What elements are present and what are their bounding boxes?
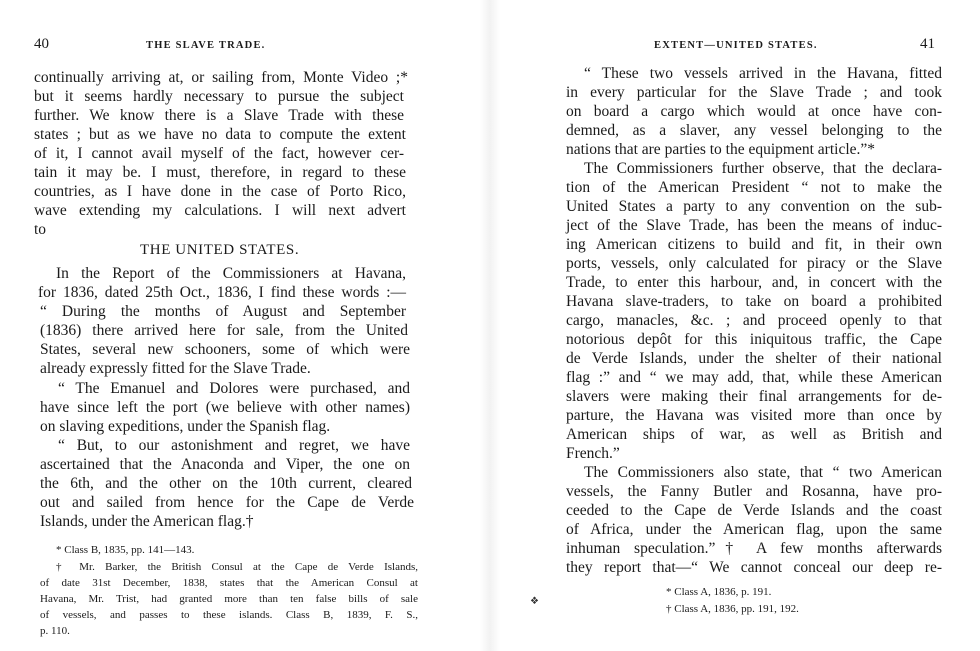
text-line: ing American citizens to build and fit, in their own [566,236,942,253]
footnote-line: † Class A, 1836, pp. 191, 192. [666,603,799,615]
page-number: 40 [34,36,49,52]
ink-speck: ❖ [530,596,539,607]
text-line: “ These two vessels arrived in the Havana, fitted [584,65,942,82]
right-page [490,0,980,651]
text-line: to [34,221,47,238]
text-line: countries, as I have done in the case of Porto Rico, [34,183,406,200]
running-head: EXTENT—UNITED STATES. [654,40,818,51]
text-line: “ But, to our astonishment and regret, we have [58,437,410,454]
text-line: American ships of war, as well as British and [566,426,942,443]
text-line: tion of the American President “ not to make the [566,179,942,196]
text-line: ports, vessels, only calculated for piracy or the Slave [566,255,942,272]
footnote-line: p. 110. [40,625,70,637]
text-line: have since left the port (we believe with other names) [40,399,410,416]
text-line: in every particular for the Slave Trade ; and took [566,84,942,101]
text-line: but it seems hardly necessary to pursue the subject [34,88,404,105]
text-line: wave extending my calculations. I will next advert [34,202,406,219]
text-line: (1836) there arrived here for sale, from the United [40,322,408,339]
text-line: states ; but as we have no data to compute the extent [34,126,406,143]
text-line: Trade, to enter this harbour, and, in concert with the [566,274,942,291]
text-line: nations that are parties to the equipment article.”* [566,141,876,158]
text-line: cargo, manacles, &c. ; and proceed openly to that [566,312,942,329]
footnote-line: * Class B, 1835, pp. 141—143. [56,544,195,556]
text-line: French.” [566,445,620,462]
text-line: Islands, under the American flag.† [40,513,254,530]
text-line: vessels, the Fanny Butler and Rosanna, have pro- [566,483,942,500]
footnote-line: Havana, Mr. Trist, had granted more than ten false bills of sale [40,593,418,605]
footnote-line: * Class A, 1836, p. 191. [666,586,772,598]
section-heading: THE UNITED STATES. [140,242,300,258]
page-number: 41 [920,36,935,52]
text-line: for 1836, dated 25th Oct., 1836, I find these words :— [38,284,406,301]
text-line: out and sailed from hence for the Cape de Verde [40,494,414,511]
text-line: The Commissioners also state, that “ two American [584,464,942,481]
text-line: inhuman speculation.”† A few months afterwards [566,540,942,557]
text-line: de Verde Islands, under the shelter of their national [566,350,942,367]
text-line: of it, I cannot avail myself of the fact, however cer- [34,145,404,162]
text-line: tain it may be. I must, therefore, in regard to these [34,164,406,181]
text-line: slavers were making their final arrangements for de- [566,388,942,405]
text-line: ascertained that the Anaconda and Viper, the one on [40,456,410,473]
text-line: continually arriving at, or sailing from, Monte Video ;* [34,69,408,86]
text-line: flag :” and “ we may add, that, while these American [566,369,942,386]
footnote-line: of date 31st December, 1838, states that the American Consul at [40,577,418,589]
text-line: already expressly fitted for the Slave Trade. [40,360,311,377]
text-line: parture, the Havana was visited more than once by [566,407,942,424]
running-head: THE SLAVE TRADE. [146,40,266,51]
text-line: demned, as a slaver, any vessel belonging to the [566,122,942,139]
text-line: they report that—“ We cannot conceal our deep re- [566,559,942,576]
footnote-line: † Mr. Barker, the British Consul at the Cape de Verde Islands, [56,561,418,573]
text-line: notorious depôt for this iniquitous traffic, the Cape [566,331,942,348]
text-line: further. We know there is a Slave Trade with these [34,107,404,124]
footnote-line: of vessels, and passes to these islands. Class B, 1839, F. S., [40,609,418,621]
text-line: ject of the Slave Trade, has been the means of induc- [566,217,942,234]
text-line: on slaving expeditions, under the Spanish flag. [40,418,331,435]
text-line: ceeded to the Cape de Verde Islands and the coast [566,502,942,519]
text-line: States, several new schooners, some of which were [40,341,410,358]
text-line: The Commissioners further observe, that the declara- [584,160,942,177]
text-line: Havana slave-traders, to take on board a prohibited [566,293,942,310]
text-line: the 6th, and the other on the 10th current, cleared [40,475,412,492]
text-line: In the Report of the Commissioners at Havana, [56,265,406,282]
text-line: “ During the months of August and September [40,303,406,320]
text-line: of Africa, under the American flag, upon the same [566,521,942,538]
text-line: on board a cargo which would at once have con- [566,103,942,120]
text-line: United States a party to any convention on the sub- [566,198,942,215]
text-line: “ The Emanuel and Dolores were purchased, and [58,380,410,397]
